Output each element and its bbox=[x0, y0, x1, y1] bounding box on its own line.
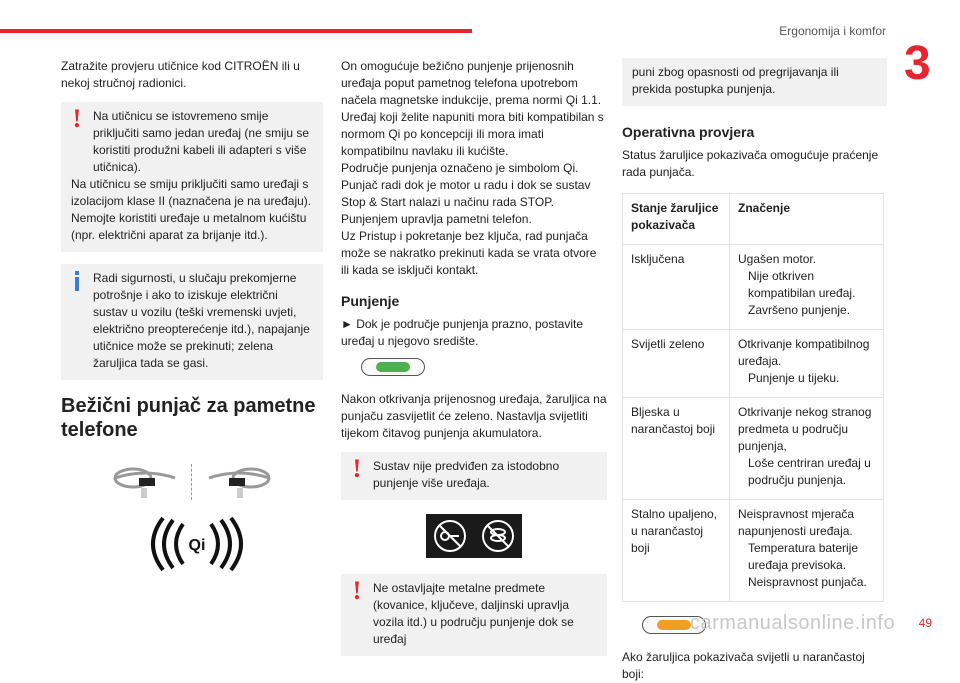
meaning-line: Nije otkriven kompatibilan uređaj. bbox=[748, 269, 856, 300]
meaning-line: Otkrivanje nekog stranog predmeta u području punjenja, bbox=[738, 405, 872, 453]
qi-wireless-symbol-icon bbox=[149, 516, 245, 572]
meaning-line: Punjenje u tijeku. bbox=[748, 371, 840, 385]
section-heading: Bežični punjač za pametne telefone bbox=[61, 395, 316, 441]
body-paragraph: Punjač radi dok je motor u radu i dok se sustav Stop & Start nalazi u načinu rada STOP. bbox=[341, 178, 591, 209]
body-paragraph: Uz Pristup i pokretanje bez ključa, rad punjača može se nakratko prekinuti kada se vrata otvore ili kada se isključi kontakt. bbox=[341, 229, 597, 277]
body-paragraph: Uređaj koji želite napuniti mora biti kompatibilan s normom Qi po koncepciji ili mora imati kompatibilnu navlaku ili kućište. bbox=[341, 110, 604, 158]
column-left bbox=[61, 58, 323, 577]
warning-box-continued bbox=[622, 58, 887, 106]
meaning-line: Loše centriran uređaj u području punjenja. bbox=[748, 456, 871, 487]
svg-text:Qi: Qi bbox=[188, 537, 206, 554]
meaning-line: Temperatura baterije uređaja previsoka. bbox=[748, 541, 859, 572]
table-cell-state: Svijetli zeleno bbox=[623, 330, 730, 398]
body-paragraph: On omogućuje bežično punjenje prijenosnih uređaja poput pametnog telefona upotrebom načela magnetske indukcije, prema normi Qi 1.1. bbox=[341, 59, 602, 107]
divider-line bbox=[191, 464, 193, 500]
meaning-line: Završeno punjenje. bbox=[748, 303, 851, 317]
table-row bbox=[623, 500, 884, 602]
body-paragraph: Punjenjem upravlja pametni telefon. bbox=[341, 212, 532, 226]
meaning-line: Otkrivanje kompatibilnog uređaja. bbox=[738, 337, 870, 368]
info-text: Radi sigurnosti, u slučaju prekomjerne potrošnje i ako to iziskuje električni sustav u vozilu (teški vremenski uvjeti, električno preopterećenje itd.), napajanje utičnice može se prekinuti; zelena žaruljica tada se gasi. bbox=[93, 271, 310, 370]
table-header-cell: Značenje bbox=[730, 194, 884, 245]
table-cell-state: Bljeska u narančastoj boji bbox=[623, 398, 730, 500]
instruction-step: ► Dok je područje punjenja prazno, postavite uređaj u njegovo središte. bbox=[341, 317, 584, 348]
body-paragraph: Područje punjenja označeno je simbolom Qi. bbox=[341, 161, 579, 175]
table-header-row bbox=[623, 194, 884, 245]
car-dashboard-icon bbox=[113, 464, 177, 500]
intro-paragraph: Zatražite provjeru utičnice kod CITROËN ili u nekoj stručnoj radionici. bbox=[61, 59, 300, 90]
warning-text: Nemojte koristiti uređaje u metalnom kućištu (npr. električni aparat za brijanje itd.). bbox=[71, 211, 307, 242]
watermark: carmanualsonline.info bbox=[690, 612, 896, 634]
warning-exclamation-icon: ! bbox=[352, 576, 362, 605]
info-box bbox=[61, 264, 323, 380]
warning-box bbox=[61, 102, 323, 252]
table-header-cell: Stanje žaruljice pokazivača bbox=[623, 194, 730, 245]
no-keys-icon bbox=[433, 519, 467, 553]
section-title: Ergonomija i komfor bbox=[779, 24, 886, 38]
table-cell-state: Isključena bbox=[623, 245, 730, 330]
warning-box bbox=[341, 574, 607, 656]
table-row bbox=[623, 245, 884, 330]
table-cell-state: Stalno upaljeno, u narančastoj boji bbox=[623, 500, 730, 602]
dashboard-illustration bbox=[61, 464, 323, 500]
prohibition-pictogram bbox=[426, 514, 522, 558]
body-paragraph: Nakon otkrivanja prijenosnog uređaja, žaruljica na punjaču zasvijetlit će zeleno. Nastavlja svijetliti tijekom čitavog punjenja akumulatora. bbox=[341, 392, 607, 440]
warning-text: Na utičnicu se istovremeno smije priključiti samo jedan uređaj (ne smiju se koristiti produžni kabeli ili adapteri s više utičnica). bbox=[93, 109, 310, 174]
table-row bbox=[623, 398, 884, 500]
body-paragraph: Status žaruljice pokazivača omogućuje praćenje rada punjača. bbox=[622, 148, 879, 179]
charger-indicator-green bbox=[361, 358, 425, 376]
warning-text: Sustav nije predviđen za istodobno punjenje više uređaja. bbox=[373, 459, 560, 490]
table-row bbox=[623, 330, 884, 398]
meaning-line: Neispravnost mjerača napunjenosti uređaja. bbox=[738, 507, 855, 538]
chapter-number: 3 bbox=[904, 37, 931, 90]
status-table bbox=[622, 193, 884, 602]
no-coins-icon bbox=[481, 519, 515, 553]
column-middle bbox=[341, 58, 607, 656]
table-cell-meaning bbox=[730, 330, 884, 398]
car-dashboard-icon bbox=[207, 464, 271, 500]
warning-text: puni zbog opasnosti od pregrijavanja ili prekida postupka punjenja. bbox=[632, 65, 839, 96]
body-paragraph: Ako žaruljica pokazivača svijetli u narančastoj boji: bbox=[622, 650, 865, 681]
warning-text: Na utičnicu se smiju priključiti samo uređaji s izolacijom klase II (naznačena je na uređaju). bbox=[71, 177, 312, 208]
table-cell-meaning bbox=[730, 245, 884, 330]
subsection-heading: Punjenje bbox=[341, 293, 400, 309]
orange-led-icon bbox=[657, 620, 691, 630]
page-number: 49 bbox=[918, 616, 932, 630]
subsection-heading: Operativna provjera bbox=[622, 124, 755, 140]
table-cell-meaning bbox=[730, 500, 884, 602]
warning-text: Ne ostavljajte metalne predmete (kovanice, ključeve, daljinski upravlja vozila itd.) u području punjenje dok se uređaj bbox=[373, 581, 574, 646]
header-accent-bar bbox=[0, 29, 472, 33]
meaning-line: Ugašen motor. bbox=[738, 252, 817, 266]
info-icon bbox=[69, 270, 85, 295]
green-led-icon bbox=[376, 362, 410, 372]
table-cell-meaning bbox=[730, 398, 884, 500]
warning-exclamation-icon: ! bbox=[72, 104, 82, 133]
column-right bbox=[622, 58, 887, 683]
meaning-line: Neispravnost punjača. bbox=[748, 575, 867, 589]
warning-box bbox=[341, 452, 607, 500]
warning-exclamation-icon: ! bbox=[352, 454, 362, 483]
